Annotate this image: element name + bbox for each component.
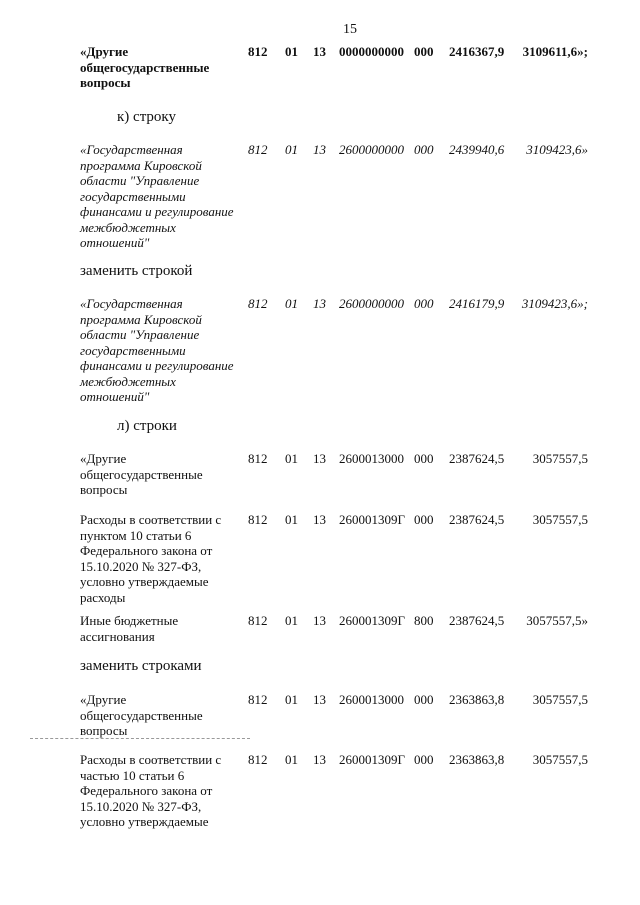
cell-section: 01 [285,296,298,311]
cell-amount-year1: 2439940,6 [449,142,505,157]
cell-subsection: 13 [313,613,326,628]
cell-target-article: 0000000000 [339,44,404,59]
cell-amount-year2: 3057557,5» [526,613,588,628]
cell-section: 01 [285,692,298,707]
cell-expense-type: 000 [414,296,434,311]
cell-ministry-code: 812 [248,692,268,707]
cell-amount-year1: 2416179,9 [449,296,505,311]
cell-section: 01 [285,613,298,628]
cell-subsection: 13 [313,142,326,157]
cell-amount-year1: 2387624,5 [449,613,505,628]
cell-section: 01 [285,142,298,157]
cell-subsection: 13 [313,512,326,527]
heading-replace-many: заменить строками [80,658,202,674]
row-name: «Государственная программа Кировской области "Управление государственными финансами и регулирование межбюджетных отношений" [80,142,234,250]
heading-replace-one: заменить строкой [80,263,193,279]
cell-section: 01 [285,752,298,767]
cell-ministry-code: 812 [248,451,268,466]
cell-subsection: 13 [313,692,326,707]
cell-amount-year1: 2363863,8 [449,692,505,707]
cell-target-article: 2600000000 [339,296,404,311]
cell-expense-type: 800 [414,613,434,628]
cell-expense-type: 000 [414,44,434,59]
cell-amount-year2: 3057557,5 [532,451,588,466]
cell-section: 01 [285,512,298,527]
cell-expense-type: 000 [414,512,434,527]
scan-artifact-line [30,738,250,739]
cell-amount-year2: 3057557,5 [532,692,588,707]
heading-k: к) строку [117,109,177,125]
cell-ministry-code: 812 [248,512,268,527]
cell-subsection: 13 [313,752,326,767]
heading-l: л) строки [117,418,177,434]
row-name: «Другие общегосударственные вопросы [80,692,203,738]
cell-amount-year2: 3109423,6» [526,142,588,157]
cell-target-article: 260001309Г [339,752,406,767]
cell-target-article: 260001309Г [339,613,406,628]
cell-amount-year2: 3109423,6»; [521,296,588,311]
cell-target-article: 2600000000 [339,142,404,157]
cell-target-article: 2600013000 [339,692,404,707]
cell-amount-year2: 3057557,5 [532,752,588,767]
cell-expense-type: 000 [414,451,434,466]
cell-target-article: 260001309Г [339,512,406,527]
cell-section: 01 [285,451,298,466]
cell-amount-year2: 3109611,6»; [522,44,588,59]
row-name: Иные бюджетные ассигнования [80,613,179,644]
page-number: 15 [343,22,357,37]
cell-amount-year1: 2416367,9 [449,44,505,59]
cell-ministry-code: 812 [248,142,268,157]
cell-ministry-code: 812 [248,296,268,311]
cell-amount-year1: 2363863,8 [449,752,505,767]
cell-amount-year1: 2387624,5 [449,451,505,466]
row-name: «Другие общегосударственные вопросы [80,451,203,497]
cell-expense-type: 000 [414,142,434,157]
cell-target-article: 2600013000 [339,451,404,466]
row-name: Расходы в соответствии с частью 10 статьи 6 Федерального закона от 15.10.2020 № 327-ФЗ, условно утверждаемые [80,752,222,829]
cell-ministry-code: 812 [248,613,268,628]
row-name: «Государственная программа Кировской области "Управление государственными финансами и регулирование межбюджетных отношений" [80,296,234,404]
cell-expense-type: 000 [414,692,434,707]
cell-subsection: 13 [313,296,326,311]
row-name: Расходы в соответствии с пунктом 10 статьи 6 Федерального закона от 15.10.2020 № 327-ФЗ, условно утверждаемые расходы [80,512,222,605]
cell-subsection: 13 [313,44,326,59]
cell-ministry-code: 812 [248,752,268,767]
cell-subsection: 13 [313,451,326,466]
cell-section: 01 [285,44,298,59]
cell-ministry-code: 812 [248,44,268,59]
cell-expense-type: 000 [414,752,434,767]
cell-amount-year1: 2387624,5 [449,512,505,527]
cell-amount-year2: 3057557,5 [532,512,588,527]
row-name: «Другие общегосударственные вопросы [80,44,210,90]
